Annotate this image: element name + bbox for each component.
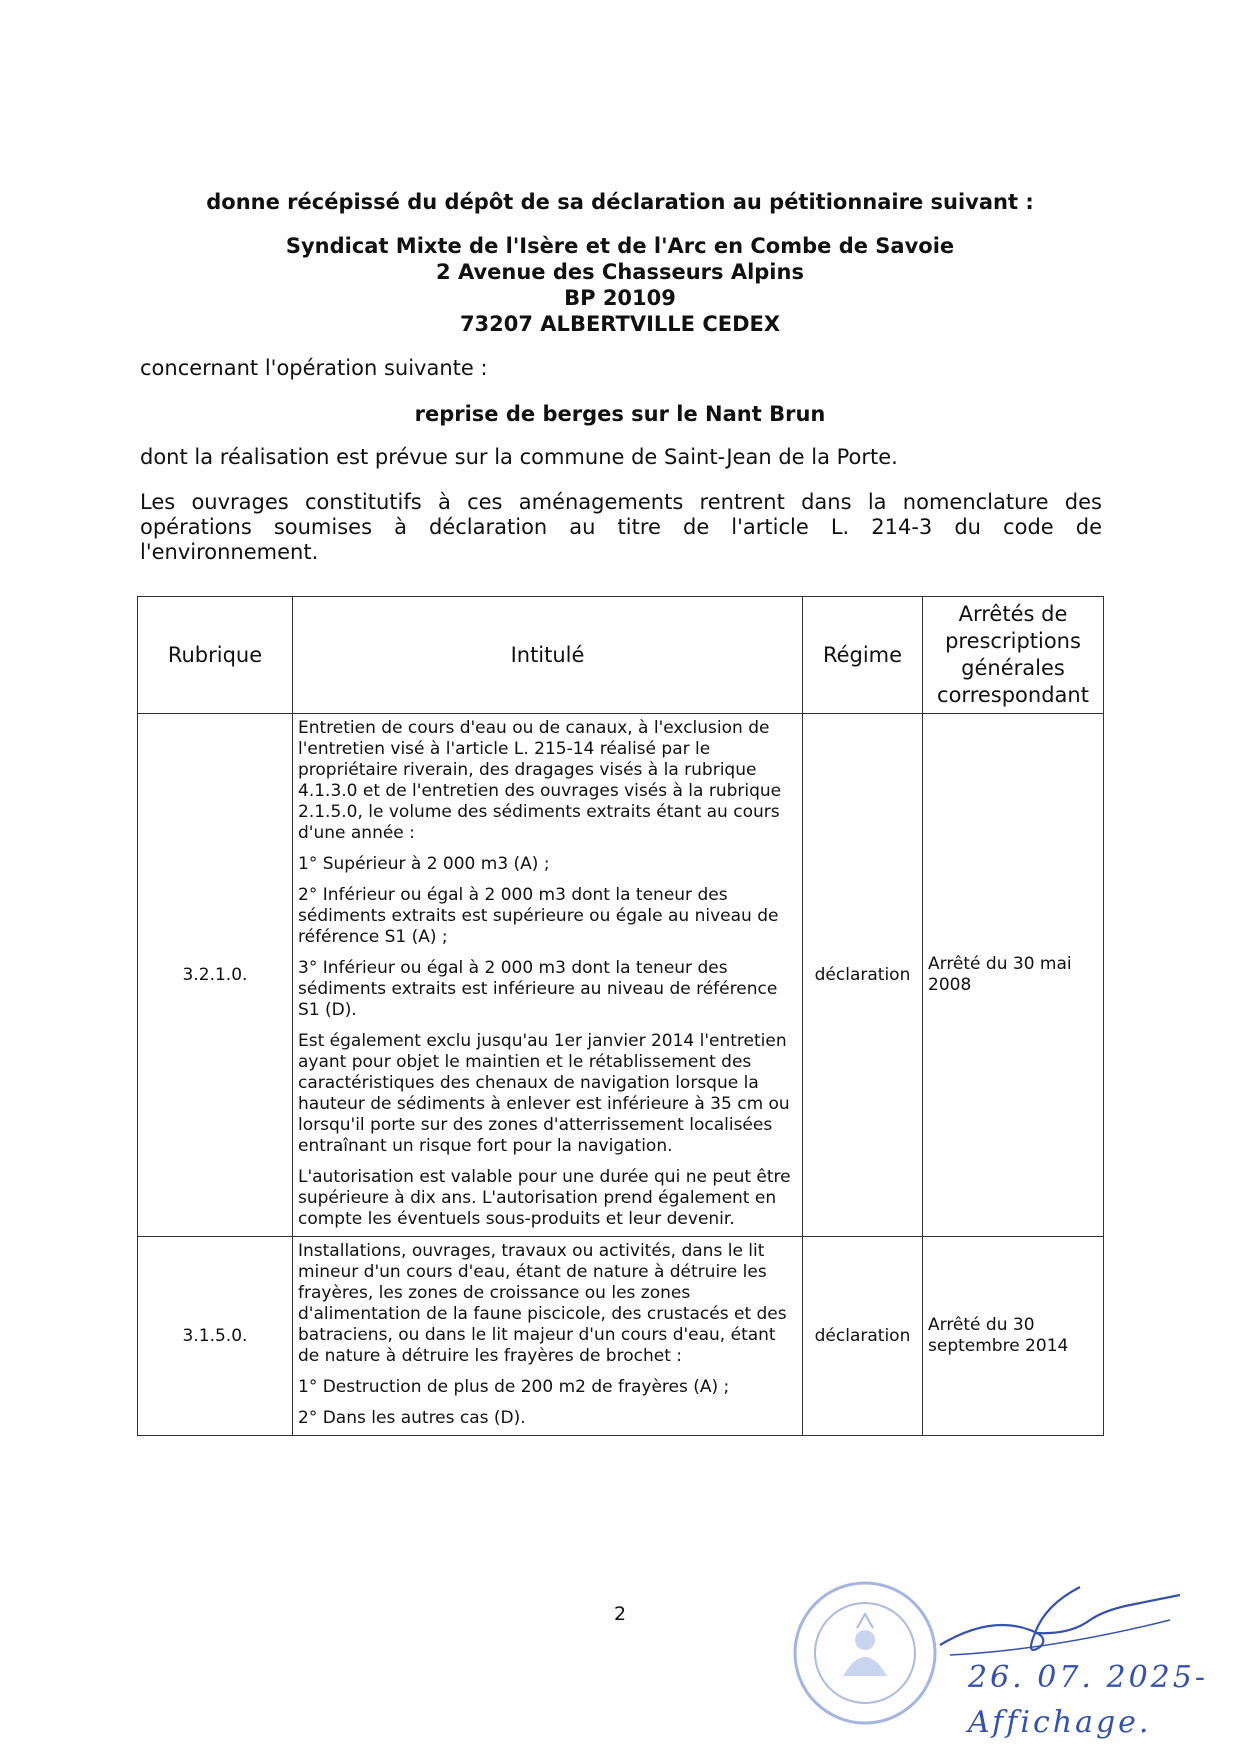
intitule-paragraph: 2° Inférieur ou égal à 2 000 m3 dont la teneur des sédiments extraits est supérieure ou égale au niveau de référence S1 (A) ; <box>298 885 779 947</box>
intitule-paragraph: 1° Supérieur à 2 000 m3 (A) ; <box>298 854 550 874</box>
header-rubrique: Rubrique <box>138 597 293 714</box>
header-intitule: Intitulé <box>293 597 803 714</box>
regime-value: déclaration <box>803 1237 923 1436</box>
arrete-value: Arrêté du 30 septembre 2014 <box>923 1237 1104 1436</box>
arrete-value: Arrêté du 30 mai 2008 <box>923 714 1104 1237</box>
rubrique-code: 3.1.5.0. <box>138 1237 293 1436</box>
operation-title: reprise de berges sur le Nant Brun <box>414 402 826 426</box>
rubrique-code: 3.2.1.0. <box>138 714 293 1237</box>
signature-icon <box>930 1575 1190 1665</box>
table-row <box>138 714 1104 1237</box>
petitioner-address <box>0 233 1240 337</box>
intitule-paragraph: Installations, ouvrages, travaux ou activités, dans le lit mineur d'un cours d'eau, étant de nature à détruire les frayères, les zones de croissance ou les zones d'alimentation de la faune piscicole, des crustacés et des batraciens, ou dans le lit majeur d'un cours d'eau, étant de nature à détruire les frayères de brochet : <box>298 1241 787 1366</box>
page-number: 2 <box>613 1603 627 1625</box>
petitioner-city: 73207 ALBERTVILLE CEDEX <box>459 312 781 336</box>
intitule-paragraph: Entretien de cours d'eau ou de canaux, à l'exclusion de l'entretien visé à l'article L. 215-14 réalisé par le propriétaire riverain, des dragages visés à la rubrique 4.1.3.0 et de l'entretien des ouvrages visés à la rubrique 2.1.5.0, le volume des sédiments extraits étant au cours d'une année : <box>298 718 782 843</box>
petitioner-bp: BP 20109 <box>564 286 676 310</box>
handwritten-date: 26. 07. 2025- <box>968 1660 1208 1695</box>
concerning-text: concernant l'opération suivante : <box>140 356 488 380</box>
intitule-paragraph: 1° Destruction de plus de 200 m2 de frayères (A) ; <box>298 1377 730 1397</box>
nomenclature-text: Les ouvrages constitutifs à ces aménagements rentrent dans la nomenclature des opérations soumises à déclaration au titre de l'article L. 214-3 du code de l'environnement. <box>140 490 1102 564</box>
petitioner-name: Syndicat Mixte de l'Isère et de l'Arc en Combe de Savoie <box>285 234 955 258</box>
intitule-cell <box>293 714 803 1237</box>
intitule-paragraph: Est également exclu jusqu'au 1er janvier 2014 l'entretien ayant pour objet le maintien et le rétablissement des caractéristiques des chenaux de navigation lorsque la hauteur de sédiments à enlever est inférieure à 35 cm ou lorsqu'il porte sur des zones d'atterrissement localisées entraînant un risque fort pour la navigation. <box>298 1031 790 1156</box>
intro-heading: donne récépissé du dépôt de sa déclaration au pétitionnaire suivant : <box>206 190 1034 214</box>
intitule-paragraph: 2° Dans les autres cas (D). <box>298 1408 526 1428</box>
header-arretes: Arrêtés de prescriptions générales correspondant <box>923 597 1104 714</box>
table-header-row <box>138 597 1104 714</box>
intitule-cell <box>293 1237 803 1436</box>
location-text: dont la réalisation est prévue sur la commune de Saint-Jean de la Porte. <box>140 445 898 469</box>
regime-value: déclaration <box>803 714 923 1237</box>
municipal-stamp-icon <box>785 1578 945 1728</box>
nomenclature-table <box>137 596 1104 1436</box>
petitioner-street: 2 Avenue des Chasseurs Alpins <box>436 260 804 284</box>
intitule-paragraph: L'autorisation est valable pour une durée qui ne peut être supérieure à dix ans. L'autorisation prend également en compte les éventuels sous-produits et leur devenir. <box>298 1167 791 1229</box>
table-row <box>138 1237 1104 1436</box>
intitule-paragraph: 3° Inférieur ou égal à 2 000 m3 dont la teneur des sédiments extraits est inférieure au niveau de référence S1 (D). <box>298 958 778 1020</box>
header-regime: Régime <box>803 597 923 714</box>
handwritten-note: Affichage. <box>968 1705 1152 1740</box>
